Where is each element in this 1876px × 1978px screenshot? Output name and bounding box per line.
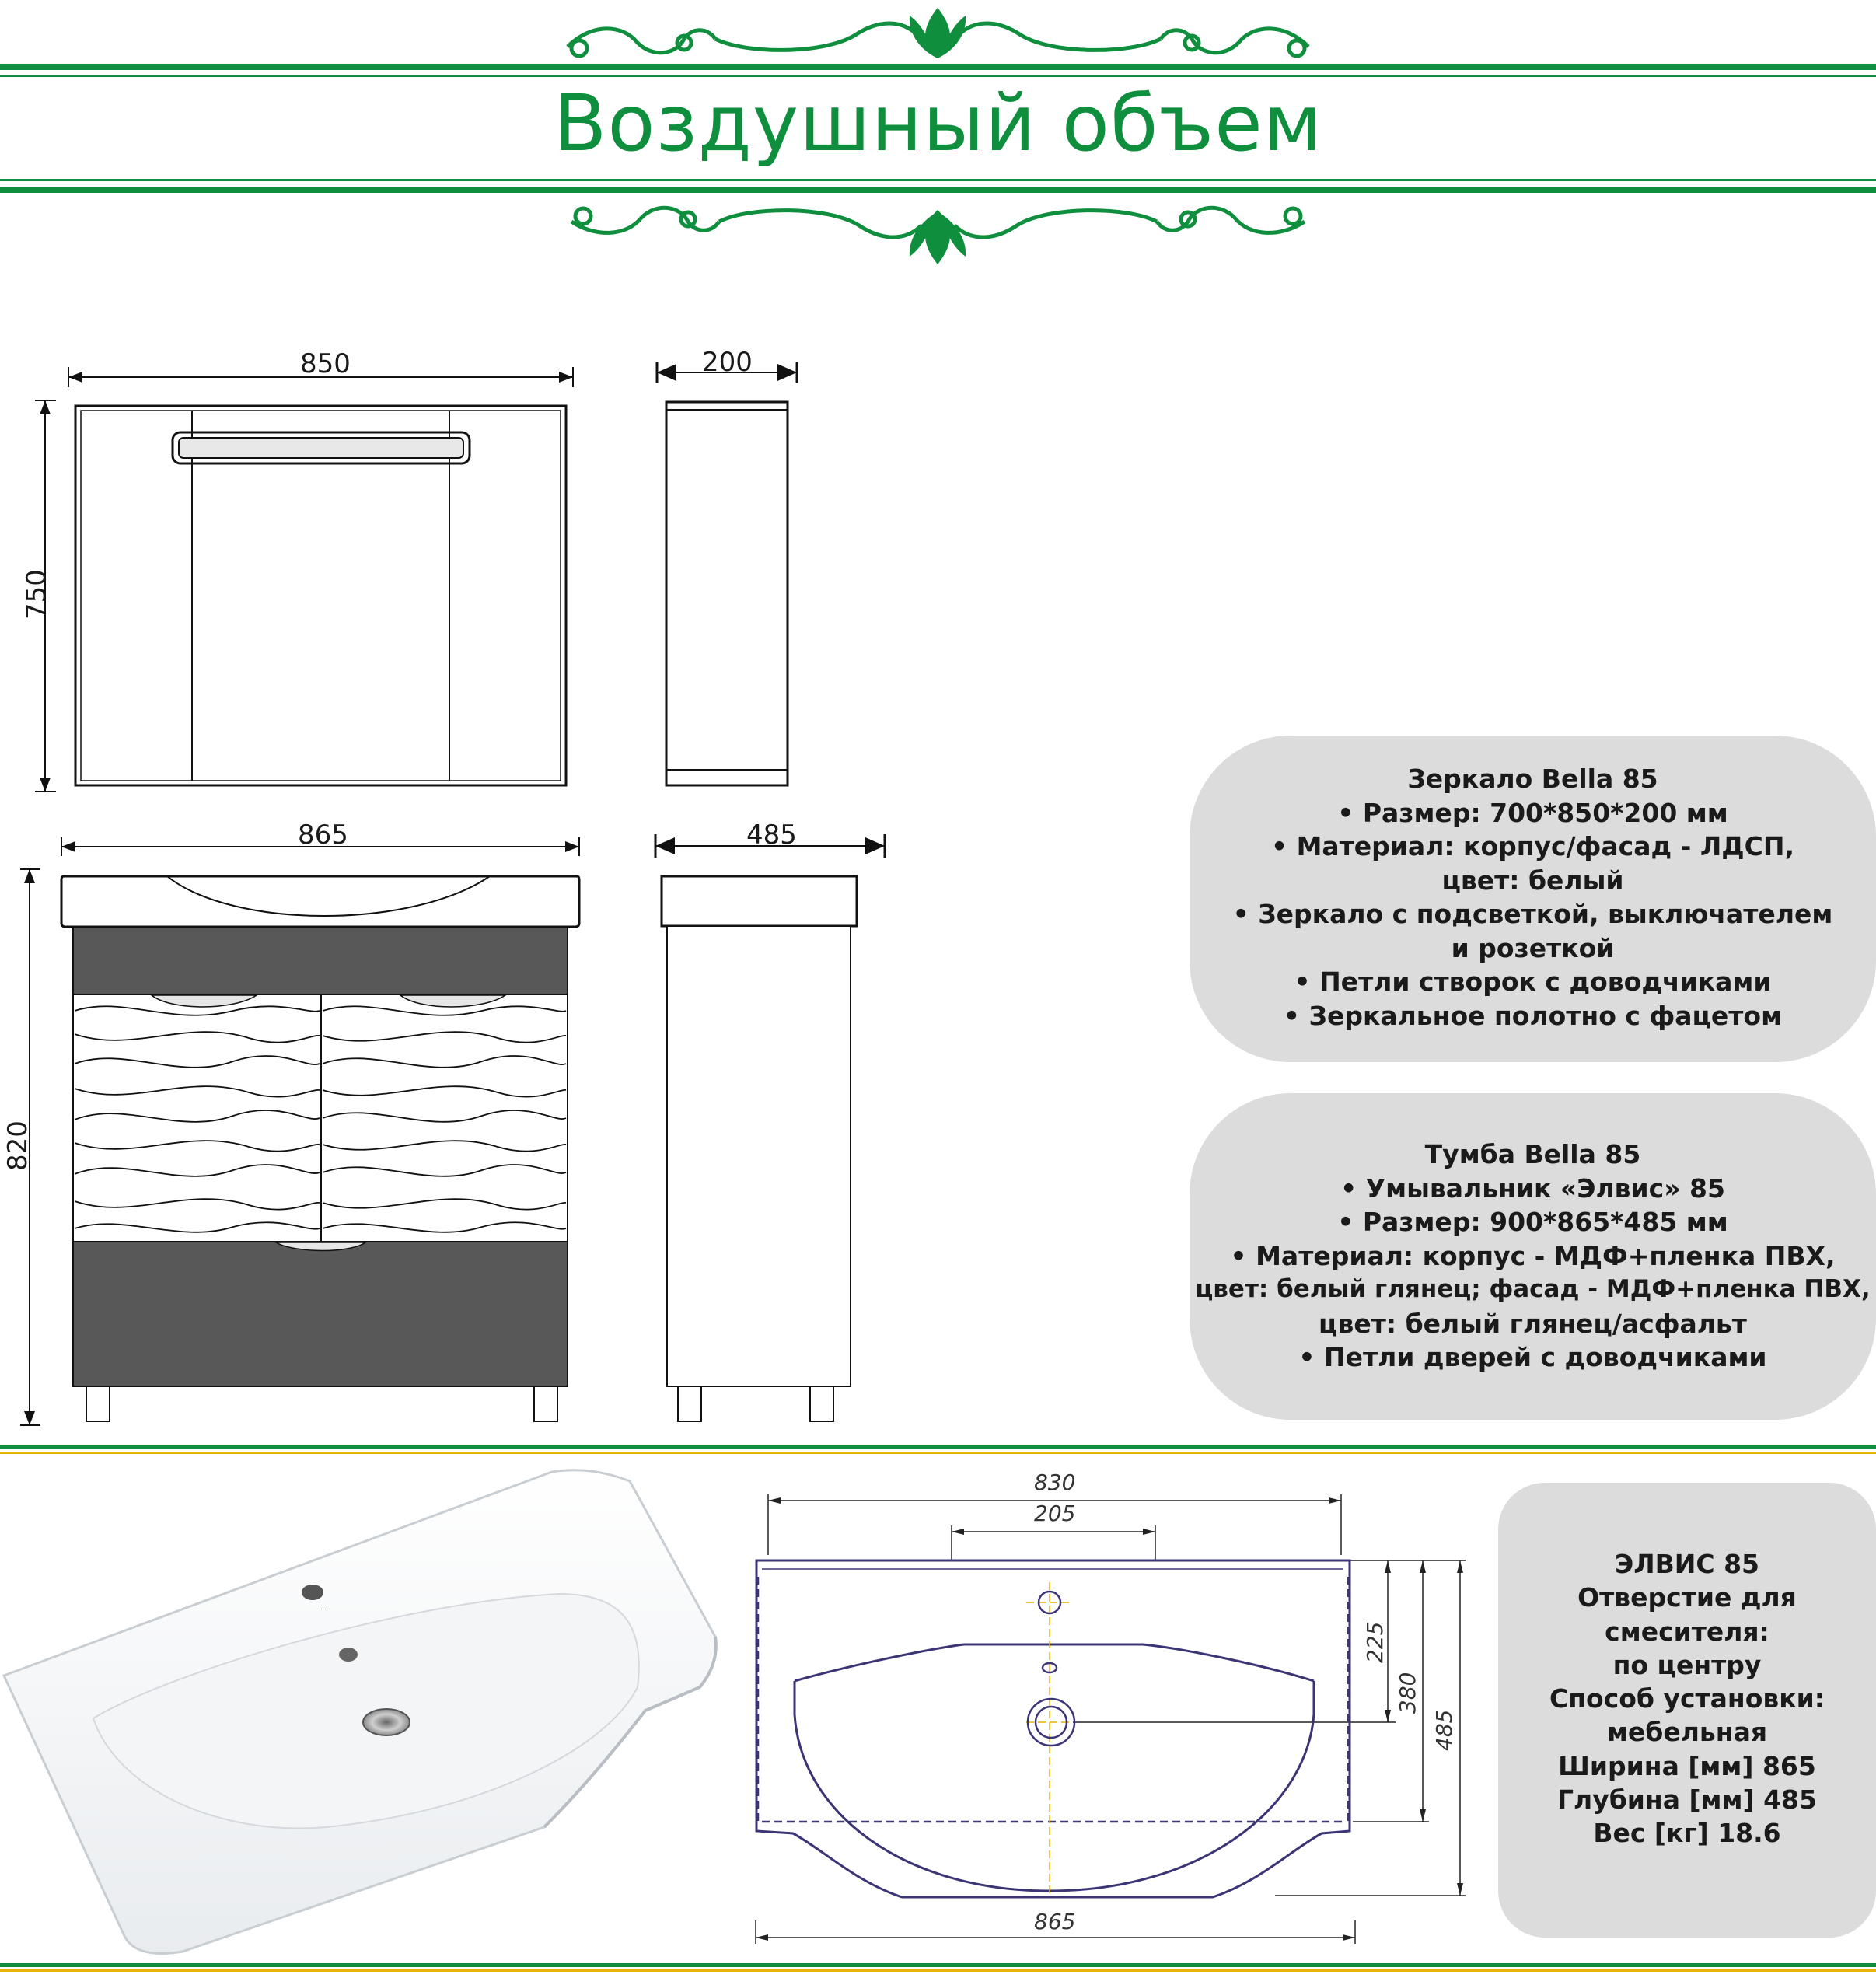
basin-info-text [1498, 1547, 1876, 1850]
mirror-height-label: 750 [21, 569, 52, 620]
cabinet-info-line: • Умывальник «Элвис» 85 [1340, 1172, 1725, 1204]
basin-info-line: смесителя: [1605, 1616, 1769, 1647]
basin-depth-c-label: 485 [1431, 1709, 1457, 1751]
cabinet-width-label: 865 [298, 820, 348, 851]
basin-info-line: Вес [кг] 18.6 [1593, 1818, 1781, 1849]
mirror-info-line: • Петли створок с доводчиками [1294, 966, 1772, 997]
mirror-info-line: • Зеркальное полотно с фацетом [1283, 1000, 1783, 1031]
furniture-drawings [0, 350, 902, 1438]
cabinet-info-text [1190, 1138, 1876, 1375]
basin-bottom-width-label: 865 [1034, 1909, 1076, 1934]
mirror-info-line: • Размер: 700*850*200 мм [1337, 797, 1728, 828]
basin-drawing [746, 1462, 1477, 1959]
cabinet-info-line: цвет: белый глянец/асфальт [1319, 1308, 1747, 1339]
basin-info-line: Ширина [мм] 865 [1558, 1750, 1816, 1781]
cabinet-info-line: Тумба Bella 85 [1424, 1139, 1641, 1169]
cabinet-info-line: • Петли дверей с доводчиками [1298, 1342, 1767, 1372]
mirror-info-line: Зеркало Bella 85 [1407, 764, 1658, 794]
basin-info-line: Отверстие для [1577, 1582, 1797, 1613]
basin-depth-b-label: 380 [1395, 1672, 1420, 1714]
cabinet-depth-label: 485 [746, 820, 797, 851]
section-divider [0, 1438, 1876, 1457]
basin-info-line: по центру [1612, 1649, 1762, 1680]
basin-info-line: ЭЛВИС 85 [1614, 1549, 1760, 1579]
mirror-width-label: 850 [300, 348, 351, 379]
mirror-depth-label: 200 [702, 347, 753, 378]
svg-text:…: … [320, 1604, 327, 1611]
basin-info-line: Глубина [мм] 485 [1557, 1784, 1817, 1815]
page-title: Воздушный объем [553, 78, 1323, 169]
mirror-info-line: • Зеркало с подсветкой, выключателем [1232, 899, 1833, 929]
cabinet-info-line: • Материал: корпус - МДФ+пленка ПВХ, [1230, 1240, 1836, 1271]
basin-top-width-label: 830 [1034, 1470, 1076, 1495]
mirror-info-line: цвет: белый [1441, 865, 1624, 896]
basin-info-line: Способ установки: [1549, 1683, 1825, 1714]
bottom-divider [0, 1955, 1876, 1974]
mirror-info-text [1190, 762, 1876, 1033]
basin-info-line: мебельная [1606, 1717, 1768, 1748]
basin-hole-offset-label: 205 [1034, 1501, 1076, 1526]
cabinet-height-label: 820 [2, 1120, 33, 1171]
cabinet-info-line: цвет: белый глянец; фасад - МДФ+пленка ПВХ, [1195, 1275, 1871, 1303]
mirror-info-line: и розеткой [1451, 932, 1615, 963]
mirror-info-line: • Материал: корпус/фасад - ЛДСП, [1270, 831, 1795, 861]
basin-depth-a-label: 225 [1362, 1621, 1388, 1663]
cabinet-info-line: • Размер: 900*865*485 мм [1337, 1207, 1728, 1237]
basin-photo [0, 1462, 731, 1959]
